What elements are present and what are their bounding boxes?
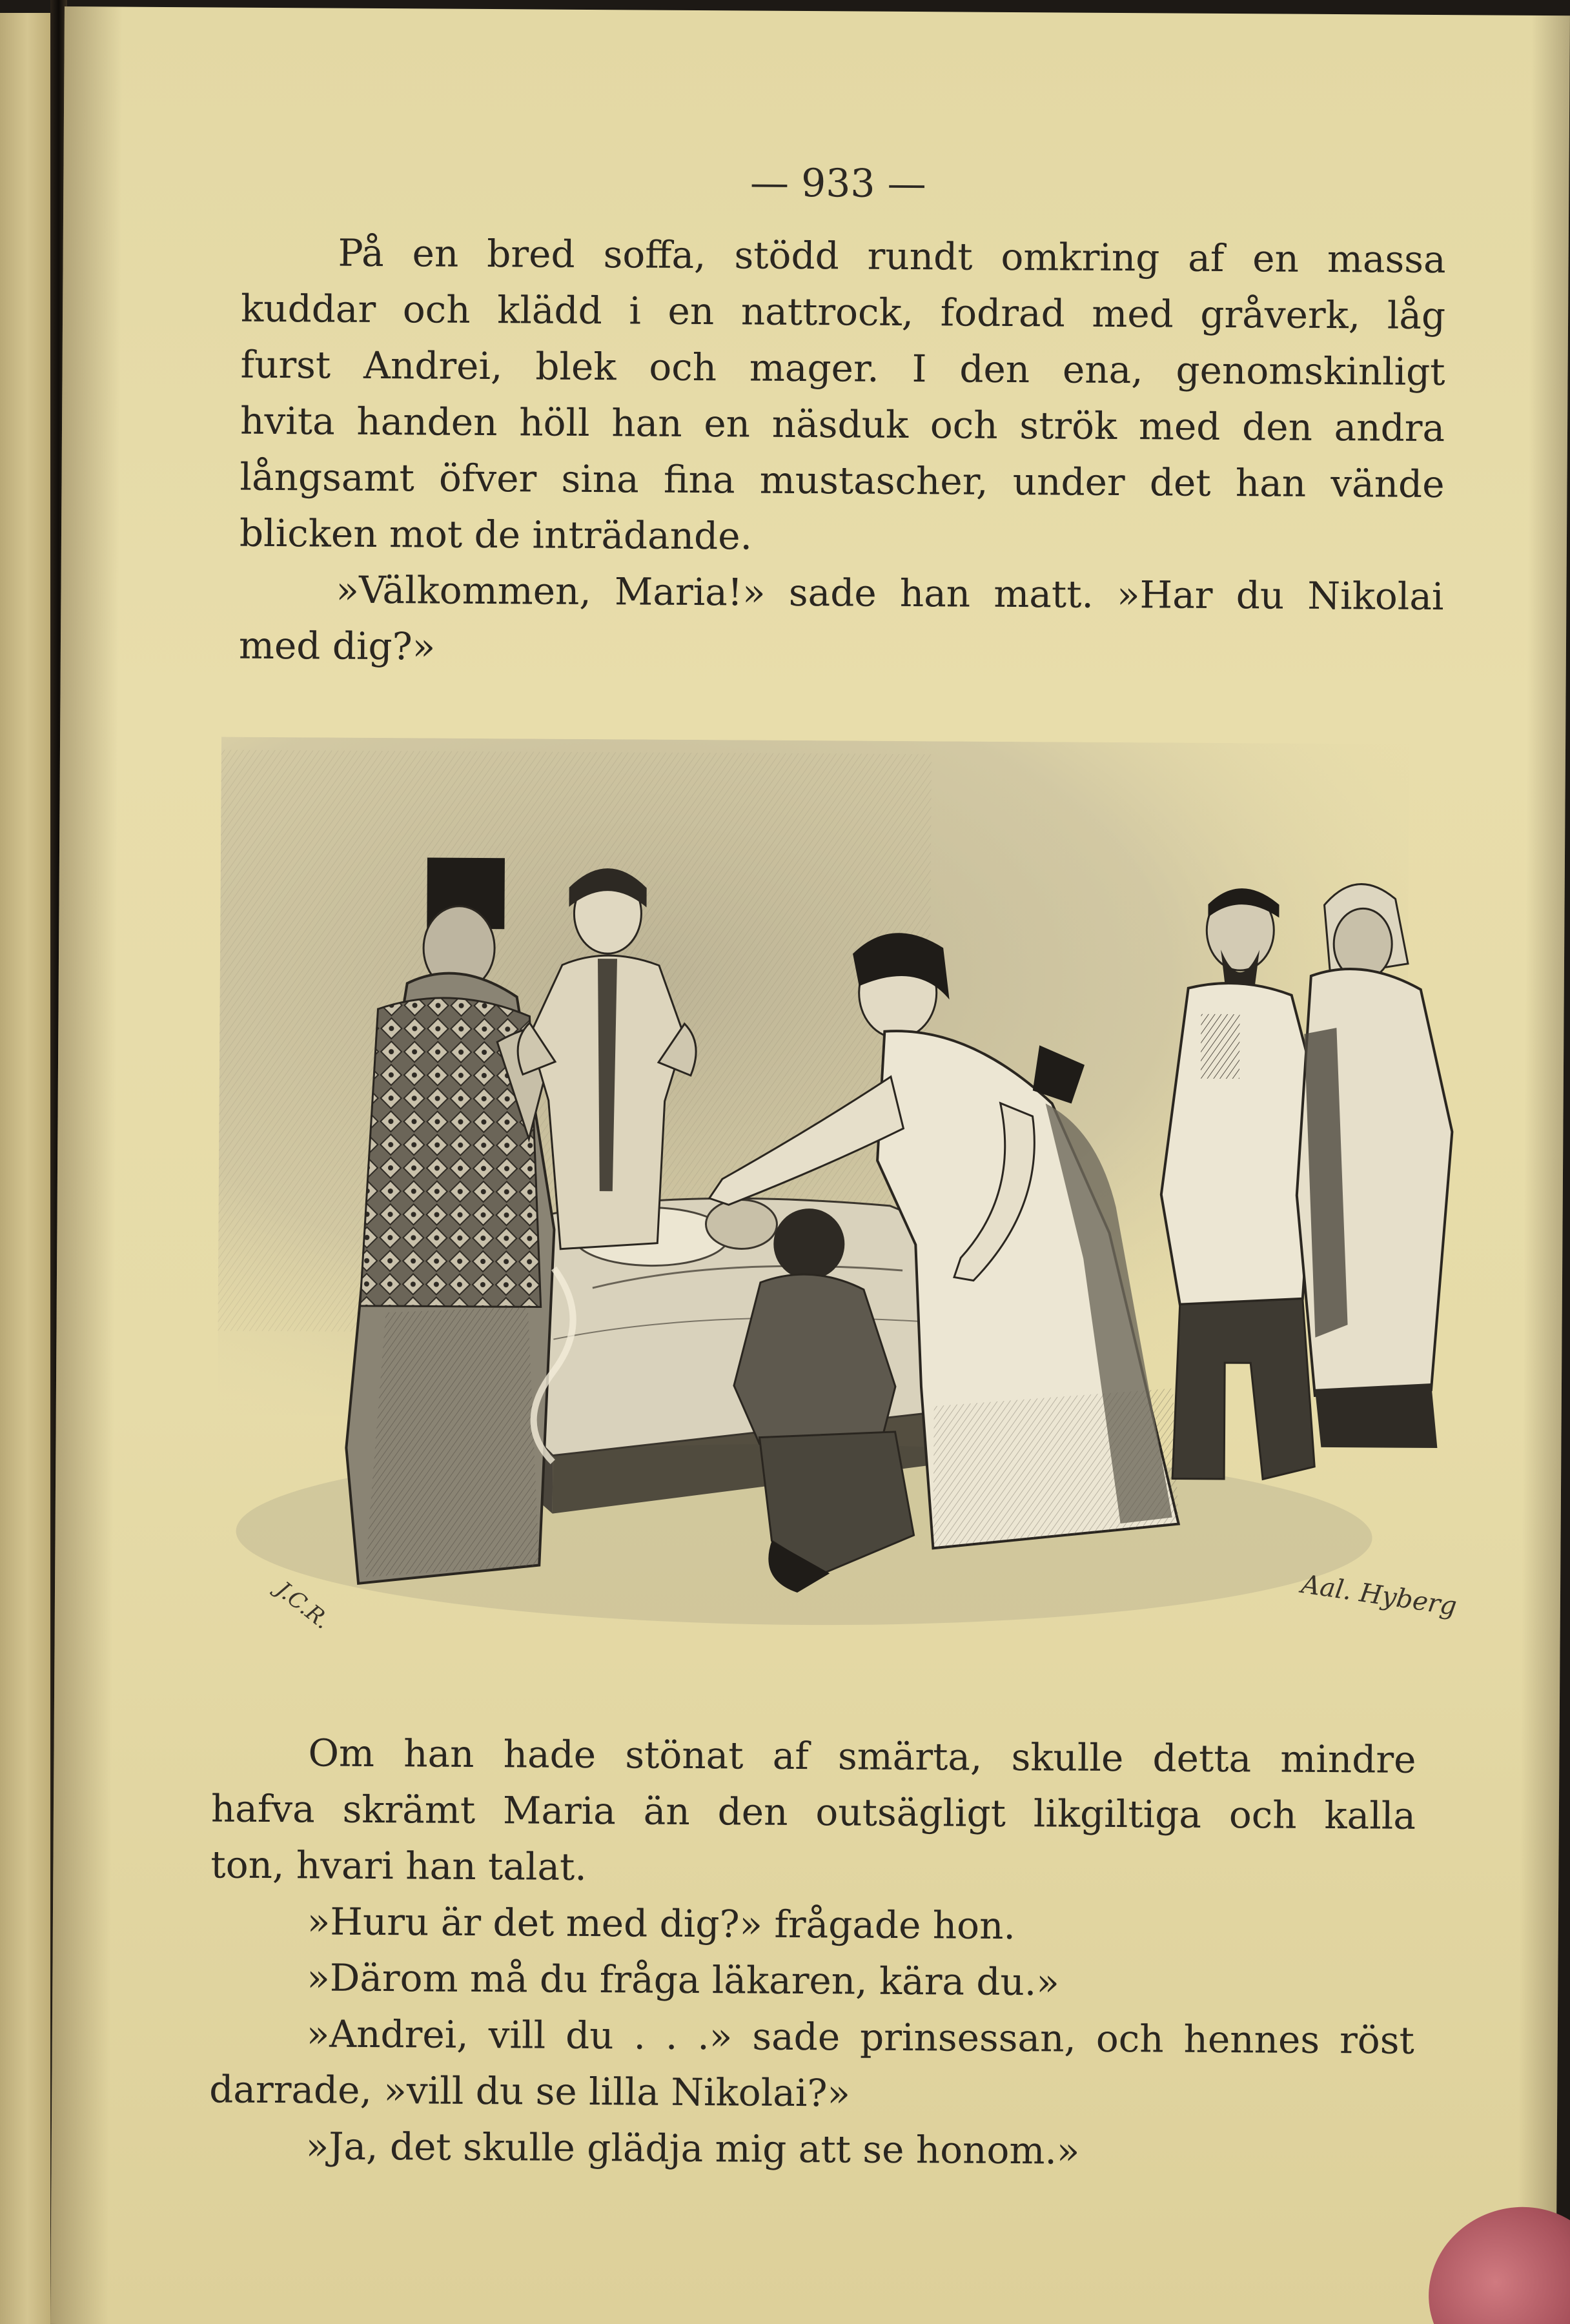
text-line: »Därom må du fråga läkaren, kära du.» [307,1955,1060,2004]
text-line: ton, hvari han talat. [210,1842,587,1889]
text-line: hafva skrämt Maria än den outsägligt likgiltiga och kalla [210,1786,1416,1838]
text-line: På en bred soffa, stödd rundt omkring af en massa [338,230,1446,282]
engraving-illustration [190,737,1480,1687]
text-line: långsamt öfver sina fina mustascher, under det han vände [240,454,1445,507]
bottom-paragraphs [209,1724,1416,2181]
book-page [50,6,1570,2324]
illustrator-signature-left: J.C.R. [271,1576,335,1635]
text-line: med dig?» [238,623,436,669]
text-line: »Välkommen, Maria!» sade han matt. »Har du Nikolai [336,567,1444,619]
page-number: — 933 — [749,160,926,207]
text-line: darrade, »vill du se lilla Nikolai?» [209,2067,851,2115]
engraving-drawing [190,737,1480,1687]
text-line: kuddar och klädd i en nattrock, fodrad med gråverk, låg [240,286,1446,338]
top-paragraphs [239,225,1446,681]
previous-page-edge [0,13,50,2324]
text-line: »Ja, det skulle glädja mig att se honom.» [305,2124,1080,2173]
text-line: »Huru är det med dig?» frågade hon. [307,1899,1016,1948]
text-line: furst Andrei, blek och mager. I den ena, genomskinligt [240,342,1445,394]
text-line: »Andrei, vill du . . .» sade prinsessan, och hennes röst [306,2012,1414,2063]
text-line: hvita handen höll han en näsduk och strök med den andra [240,398,1445,451]
illustrator-signature-right: Aal. Hyberg [1299,1569,1459,1622]
text-line: blicken mot de inträdande. [239,511,753,558]
text-line: Om han hade stönat af smärta, skulle detta mindre [308,1731,1416,1782]
